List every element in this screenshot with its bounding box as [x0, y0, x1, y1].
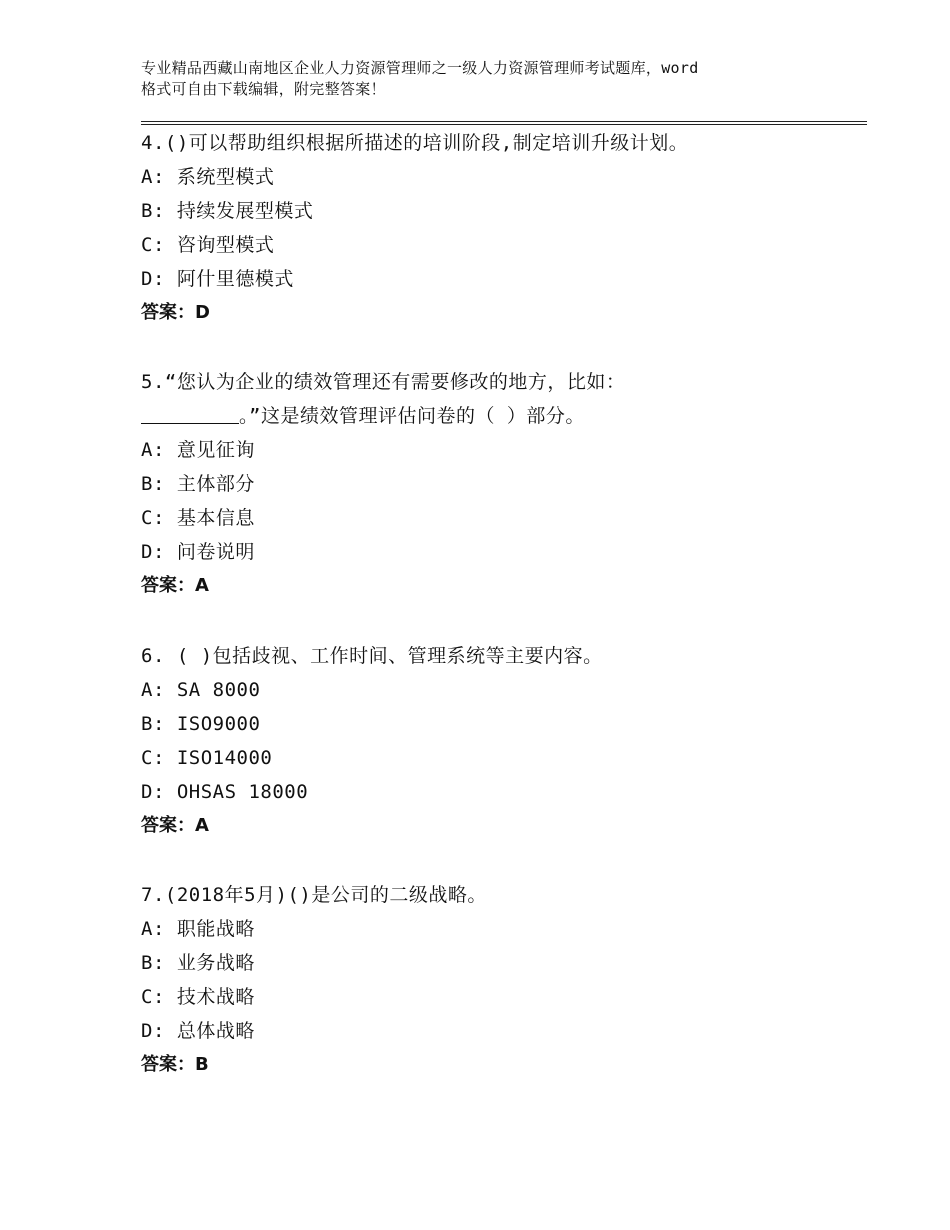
- document-header: [141, 58, 821, 100]
- question-stem-line-2: [141, 399, 871, 433]
- answer: 答案：A: [141, 815, 209, 836]
- question-stem-line-2-text: 。”这是绩效管理评估问卷的（ ）部分。: [239, 405, 585, 427]
- question-5: [141, 365, 871, 603]
- header-line-2: 格式可自由下载编辑，附完整答案！: [141, 80, 386, 98]
- option-a: A: 意见征询: [141, 439, 255, 461]
- option-b: B: 业务战略: [141, 952, 255, 974]
- header-divider-top: [141, 121, 867, 122]
- answer: 答案：B: [141, 1054, 209, 1075]
- option-d: D: 总体战略: [141, 1020, 255, 1042]
- option-a: A: SA 8000: [141, 679, 261, 701]
- answer: 答案：A: [141, 575, 209, 596]
- question-stem: 7.(2018年5月)()是公司的二级战略。: [141, 884, 487, 906]
- option-d: D: 阿什里德模式: [141, 268, 294, 290]
- answer: 答案：D: [141, 302, 210, 323]
- option-a: A: 职能战略: [141, 918, 255, 940]
- question-stem: 4.()可以帮助组织根据所描述的培训阶段,制定培训升级计划。: [141, 132, 689, 154]
- option-c: C: 技术战略: [141, 986, 255, 1008]
- option-c: C: 咨询型模式: [141, 234, 275, 256]
- header-line-1: 专业精品西藏山南地区企业人力资源管理师之一级人力资源管理师考试题库，word: [141, 59, 699, 77]
- question-stem-line-1: 5.“您认为企业的绩效管理还有需要修改的地方，比如：: [141, 371, 626, 393]
- option-b: B: 持续发展型模式: [141, 200, 314, 222]
- question-stem: 6. ( )包括歧视、工作时间、管理系统等主要内容。: [141, 645, 603, 667]
- fill-in-blank: [141, 401, 239, 424]
- option-b: B: 主体部分: [141, 473, 255, 495]
- header-divider-bottom: [141, 124, 867, 125]
- option-d: D: 问卷说明: [141, 541, 255, 563]
- option-a: A: 系统型模式: [141, 166, 275, 188]
- question-4: [141, 126, 871, 330]
- question-6: [141, 639, 871, 843]
- option-c: C: ISO14000: [141, 747, 273, 769]
- option-b: B: ISO9000: [141, 713, 261, 735]
- option-d: D: OHSAS 18000: [141, 781, 309, 803]
- option-c: C: 基本信息: [141, 507, 255, 529]
- question-7: [141, 878, 871, 1082]
